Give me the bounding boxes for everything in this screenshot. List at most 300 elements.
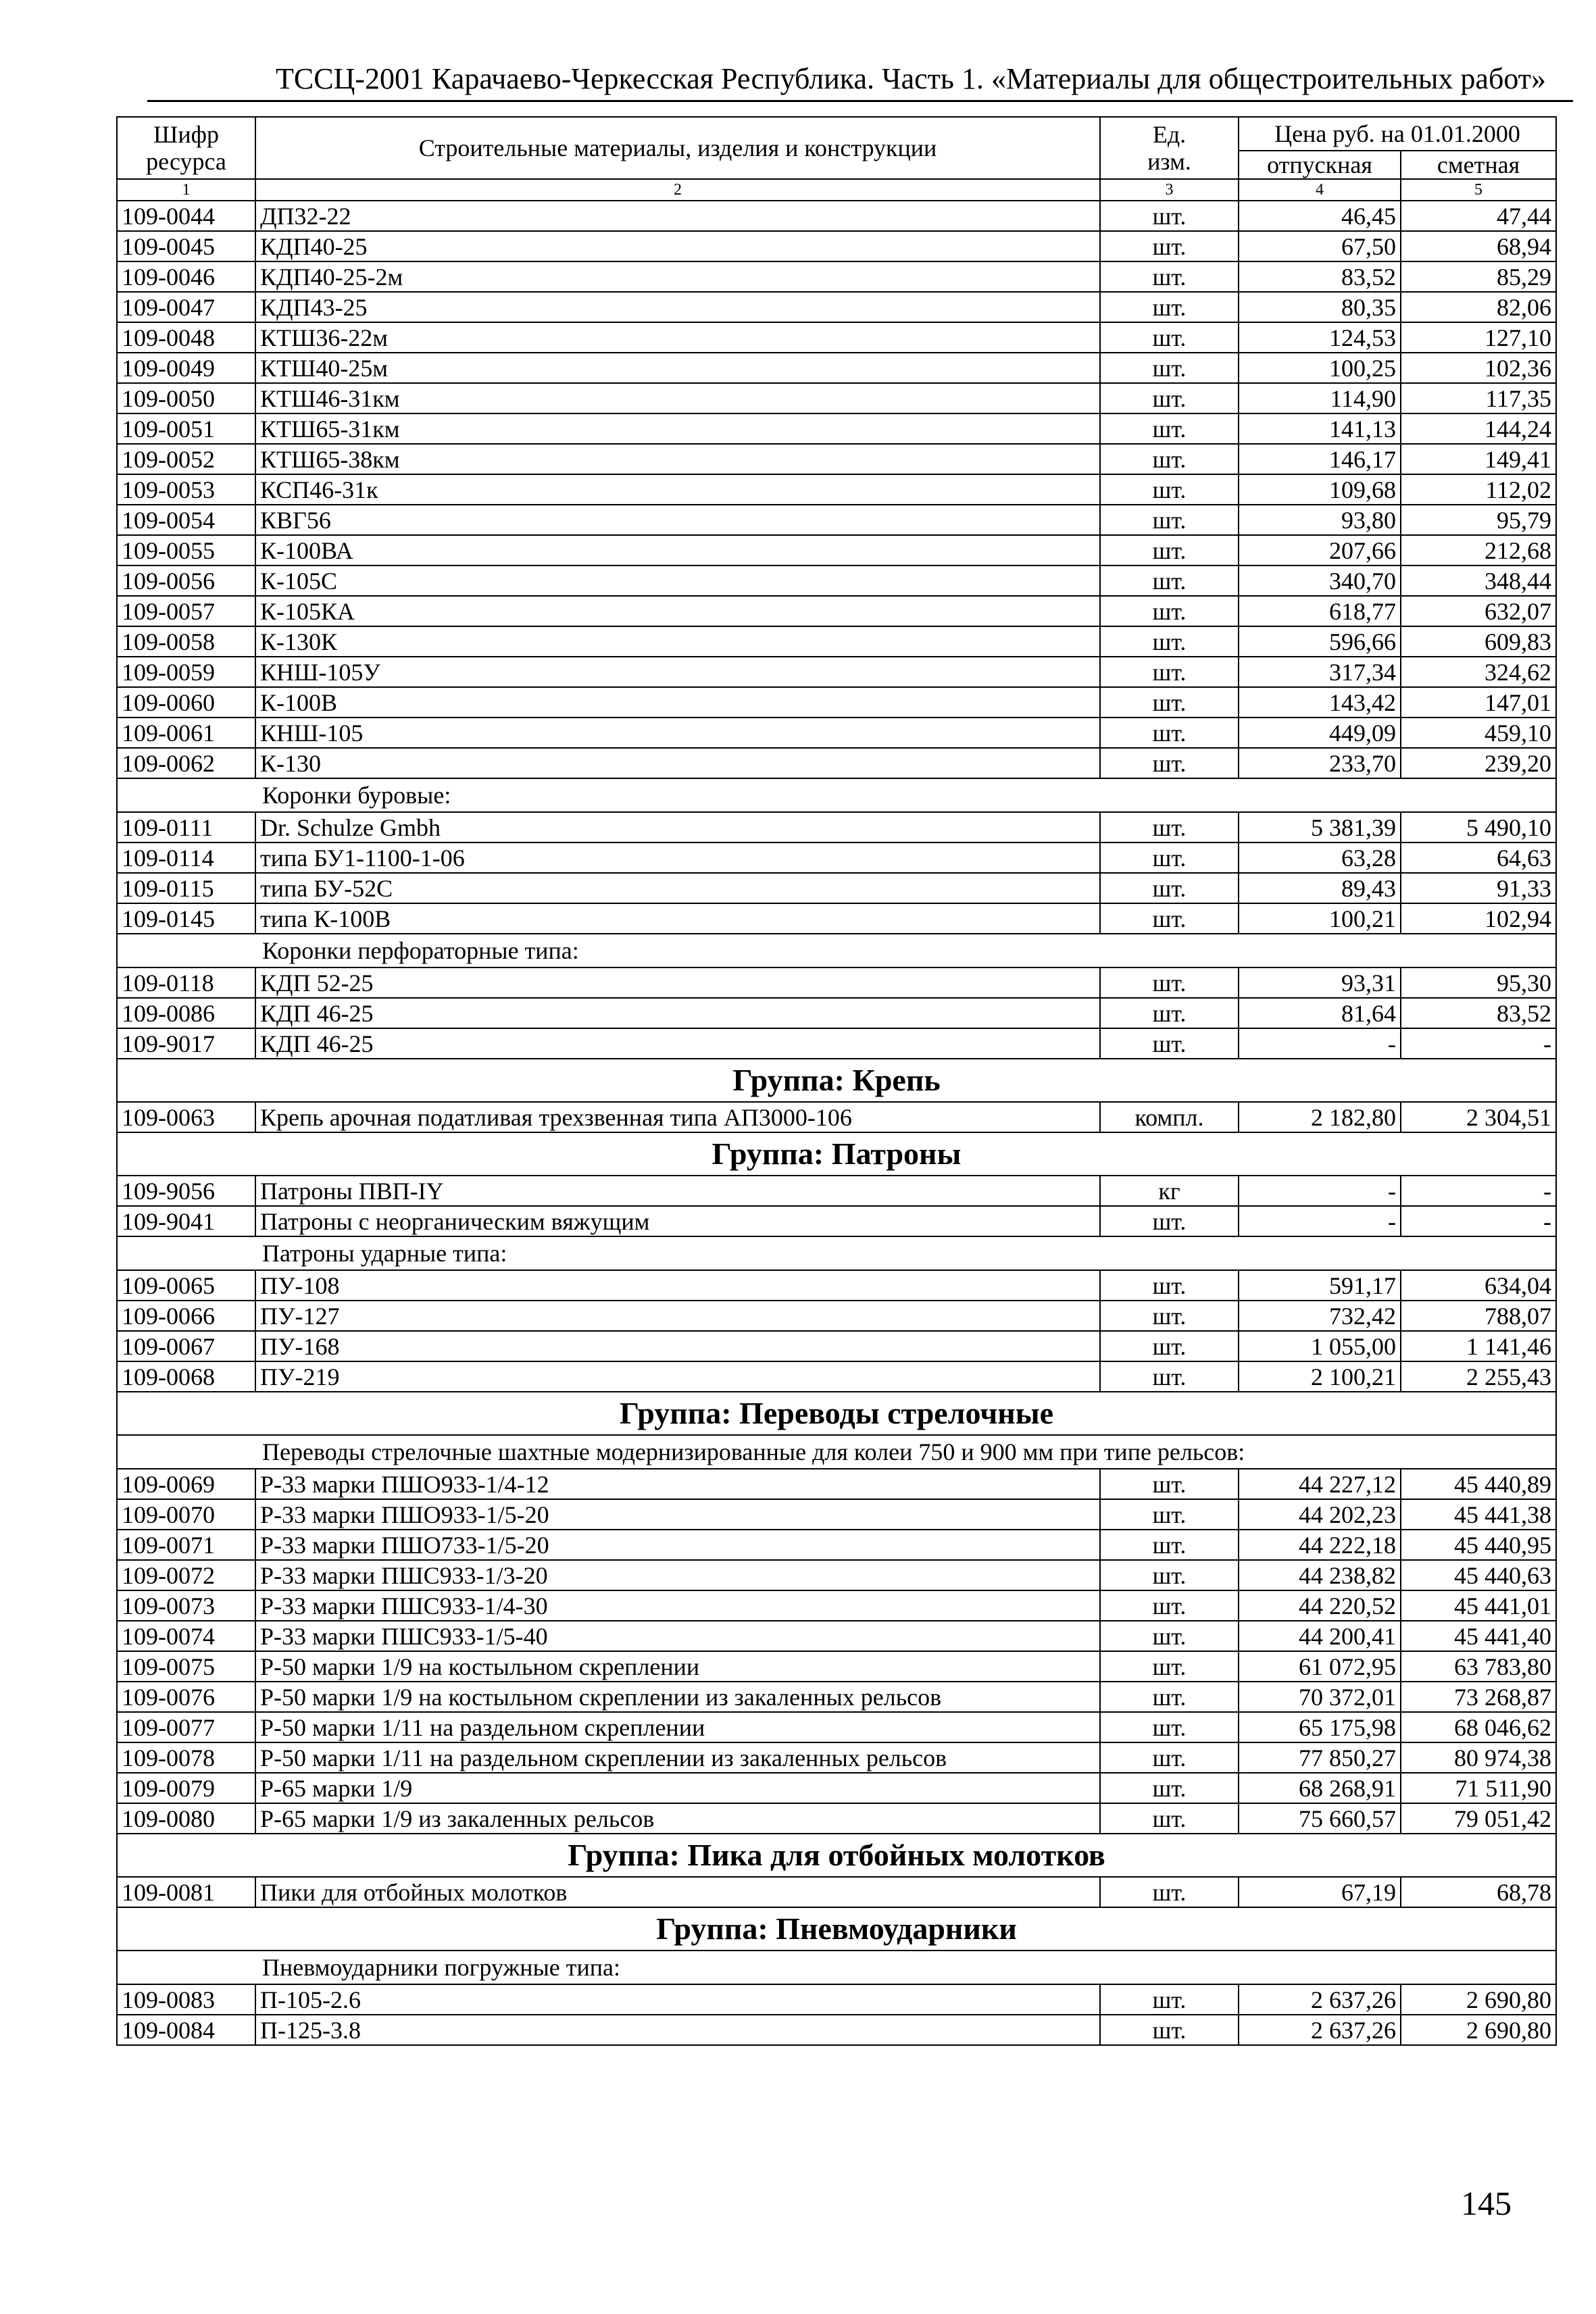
unit-of-measure: шт. bbox=[1100, 1560, 1239, 1590]
table-row bbox=[117, 1301, 1556, 1331]
page-number: 145 bbox=[1461, 2184, 1512, 2222]
estimate-price: - bbox=[1401, 1206, 1556, 1236]
table-row bbox=[117, 998, 1556, 1028]
resource-code: 109-0059 bbox=[117, 657, 255, 687]
release-price: 449,09 bbox=[1239, 718, 1401, 748]
estimate-price: 348,44 bbox=[1401, 565, 1556, 596]
unit-of-measure: шт. bbox=[1100, 626, 1239, 657]
subheading-row bbox=[117, 1236, 1556, 1270]
table-row bbox=[117, 1102, 1556, 1132]
estimate-price: 45 440,63 bbox=[1401, 1560, 1556, 1590]
estimate-price: 632,07 bbox=[1401, 596, 1556, 626]
unit-of-measure: шт. bbox=[1100, 353, 1239, 383]
material-name: типа К-100В bbox=[255, 903, 1100, 934]
estimate-price: 147,01 bbox=[1401, 687, 1556, 718]
material-name: КТШ40-25м bbox=[255, 353, 1100, 383]
release-price: 63,28 bbox=[1239, 842, 1401, 873]
material-name: КДП 46-25 bbox=[255, 998, 1100, 1028]
resource-code: 109-0057 bbox=[117, 596, 255, 626]
group-heading: Группа: Патроны bbox=[117, 1132, 1556, 1176]
table-row bbox=[117, 474, 1556, 505]
subheading: Патроны ударные типа: bbox=[117, 1236, 1556, 1270]
release-price: 340,70 bbox=[1239, 565, 1401, 596]
table-row bbox=[117, 1469, 1556, 1499]
unit-of-measure: шт. bbox=[1100, 967, 1239, 998]
release-price: 93,31 bbox=[1239, 967, 1401, 998]
unit-of-measure: шт. bbox=[1100, 565, 1239, 596]
estimate-price: 788,07 bbox=[1401, 1301, 1556, 1331]
header-estimate-price: сметная bbox=[1401, 151, 1556, 179]
resource-code: 109-0074 bbox=[117, 1621, 255, 1651]
table-row bbox=[117, 261, 1556, 292]
unit-of-measure: шт. bbox=[1100, 1621, 1239, 1651]
material-name: К-105С bbox=[255, 565, 1100, 596]
table-row bbox=[117, 1621, 1556, 1651]
resource-code: 109-0063 bbox=[117, 1102, 255, 1132]
document-title: ТССЦ-2001 Карачаево-Черкесская Республика. Часть 1. «Материалы для общестроительных работ» bbox=[276, 62, 1546, 95]
material-name: КТШ46-31км bbox=[255, 383, 1100, 413]
table-row bbox=[117, 1361, 1556, 1392]
release-price: 317,34 bbox=[1239, 657, 1401, 687]
unit-of-measure: шт. bbox=[1100, 292, 1239, 322]
estimate-price: 64,63 bbox=[1401, 842, 1556, 873]
table-row bbox=[117, 1742, 1556, 1773]
estimate-price: 459,10 bbox=[1401, 718, 1556, 748]
material-name: Р-33 марки ПШО933-1/4-12 bbox=[255, 1469, 1100, 1499]
estimate-price: 68 046,62 bbox=[1401, 1712, 1556, 1742]
material-name: Р-50 марки 1/9 на костыльном скреплении из закаленных рельсов bbox=[255, 1682, 1100, 1712]
unit-of-measure: шт. bbox=[1100, 383, 1239, 413]
release-price: 46,45 bbox=[1239, 201, 1401, 231]
resource-code: 109-0061 bbox=[117, 718, 255, 748]
table-row bbox=[117, 1984, 1556, 2015]
table-row bbox=[117, 1206, 1556, 1236]
release-price: - bbox=[1239, 1176, 1401, 1206]
release-price: 89,43 bbox=[1239, 873, 1401, 903]
subheading: Коронки перфораторные типа: bbox=[117, 934, 1556, 967]
unit-of-measure: шт. bbox=[1100, 687, 1239, 718]
column-number: 3 bbox=[1100, 179, 1239, 201]
subheading-row bbox=[117, 934, 1556, 967]
unit-of-measure: шт. bbox=[1100, 718, 1239, 748]
unit-of-measure: шт. bbox=[1100, 1742, 1239, 1773]
release-price: 618,77 bbox=[1239, 596, 1401, 626]
estimate-price: - bbox=[1401, 1028, 1556, 1059]
group-heading: Группа: Пневмоударники bbox=[117, 1907, 1556, 1951]
material-name: К-105КА bbox=[255, 596, 1100, 626]
release-price: 591,17 bbox=[1239, 1270, 1401, 1301]
unit-of-measure: шт. bbox=[1100, 657, 1239, 687]
release-price: 44 238,82 bbox=[1239, 1560, 1401, 1590]
table-row bbox=[117, 505, 1556, 535]
estimate-price: 2 690,80 bbox=[1401, 2015, 1556, 2045]
release-price: 143,42 bbox=[1239, 687, 1401, 718]
group-row bbox=[117, 1059, 1556, 1102]
estimate-price: 80 974,38 bbox=[1401, 1742, 1556, 1773]
resource-code: 109-0145 bbox=[117, 903, 255, 934]
resource-code: 109-0053 bbox=[117, 474, 255, 505]
resource-code: 109-0062 bbox=[117, 748, 255, 778]
material-name: КТШ65-31км bbox=[255, 413, 1100, 444]
table-row bbox=[117, 626, 1556, 657]
table-row bbox=[117, 812, 1556, 842]
material-name: Пики для отбойных молотков bbox=[255, 1877, 1100, 1907]
estimate-price: 63 783,80 bbox=[1401, 1651, 1556, 1682]
material-name: Р-50 марки 1/11 на раздельном скреплении bbox=[255, 1712, 1100, 1742]
resource-code: 109-0084 bbox=[117, 2015, 255, 2045]
resource-code: 109-0052 bbox=[117, 444, 255, 474]
unit-of-measure: шт. bbox=[1100, 201, 1239, 231]
unit-of-measure: шт. bbox=[1100, 1361, 1239, 1392]
material-name: Р-65 марки 1/9 bbox=[255, 1773, 1100, 1803]
material-name: Dr. Schulze Gmbh bbox=[255, 812, 1100, 842]
header-price: Цена руб. на 01.01.2000 bbox=[1239, 117, 1556, 151]
material-name: КДП40-25 bbox=[255, 231, 1100, 261]
material-name: КСП46-31к bbox=[255, 474, 1100, 505]
unit-of-measure: шт. bbox=[1100, 1301, 1239, 1331]
resource-code: 109-0046 bbox=[117, 261, 255, 292]
table-row bbox=[117, 1803, 1556, 1834]
unit-of-measure: шт. bbox=[1100, 535, 1239, 565]
estimate-price: 82,06 bbox=[1401, 292, 1556, 322]
estimate-price: - bbox=[1401, 1176, 1556, 1206]
estimate-price: 117,35 bbox=[1401, 383, 1556, 413]
material-name: КДП40-25-2м bbox=[255, 261, 1100, 292]
estimate-price: 127,10 bbox=[1401, 322, 1556, 353]
material-name: К-100ВА bbox=[255, 535, 1100, 565]
unit-of-measure: шт. bbox=[1100, 1469, 1239, 1499]
table-row bbox=[117, 1877, 1556, 1907]
release-price: 93,80 bbox=[1239, 505, 1401, 535]
price-table bbox=[116, 116, 1557, 2046]
material-name: КТШ65-38км bbox=[255, 444, 1100, 474]
material-name: КДП 52-25 bbox=[255, 967, 1100, 998]
estimate-price: 68,94 bbox=[1401, 231, 1556, 261]
estimate-price: 239,20 bbox=[1401, 748, 1556, 778]
release-price: 2 637,26 bbox=[1239, 2015, 1401, 2045]
resource-code: 109-0049 bbox=[117, 353, 255, 383]
unit-of-measure: шт. bbox=[1100, 231, 1239, 261]
table-row bbox=[117, 201, 1556, 231]
resource-code: 109-0065 bbox=[117, 1270, 255, 1301]
estimate-price: 5 490,10 bbox=[1401, 812, 1556, 842]
release-price: - bbox=[1239, 1206, 1401, 1236]
estimate-price: 85,29 bbox=[1401, 261, 1556, 292]
release-price: 70 372,01 bbox=[1239, 1682, 1401, 1712]
estimate-price: 79 051,42 bbox=[1401, 1803, 1556, 1834]
release-price: 146,17 bbox=[1239, 444, 1401, 474]
material-name: Патроны с неорганическим вяжущим bbox=[255, 1206, 1100, 1236]
release-price: 596,66 bbox=[1239, 626, 1401, 657]
header-code bbox=[117, 117, 255, 179]
estimate-price: 45 440,89 bbox=[1401, 1469, 1556, 1499]
material-name: типа БУ-52С bbox=[255, 873, 1100, 903]
estimate-price: 609,83 bbox=[1401, 626, 1556, 657]
unit-of-measure: шт. bbox=[1100, 474, 1239, 505]
header-name: Строительные материалы, изделия и конструкции bbox=[255, 117, 1100, 179]
estimate-price: 102,36 bbox=[1401, 353, 1556, 383]
unit-of-measure: шт. bbox=[1100, 1984, 1239, 2015]
table-row bbox=[117, 1651, 1556, 1682]
resource-code: 109-0076 bbox=[117, 1682, 255, 1712]
estimate-price: 112,02 bbox=[1401, 474, 1556, 505]
unit-of-measure: шт. bbox=[1100, 444, 1239, 474]
table-row bbox=[117, 1028, 1556, 1059]
release-price: 44 220,52 bbox=[1239, 1590, 1401, 1621]
material-name: К-130 bbox=[255, 748, 1100, 778]
resource-code: 109-0054 bbox=[117, 505, 255, 535]
unit-of-measure: шт. bbox=[1100, 596, 1239, 626]
group-heading: Группа: Пика для отбойных молотков bbox=[117, 1834, 1556, 1877]
resource-code: 109-0083 bbox=[117, 1984, 255, 2015]
release-price: 68 268,91 bbox=[1239, 1773, 1401, 1803]
table-row bbox=[117, 748, 1556, 778]
unit-of-measure: кг bbox=[1100, 1176, 1239, 1206]
resource-code: 109-0060 bbox=[117, 687, 255, 718]
subheading: Пневмоударники погружные типа: bbox=[117, 1951, 1556, 1984]
release-price: 2 637,26 bbox=[1239, 1984, 1401, 2015]
estimate-price: 47,44 bbox=[1401, 201, 1556, 231]
table-row bbox=[117, 413, 1556, 444]
release-price: 77 850,27 bbox=[1239, 1742, 1401, 1773]
header-code-text: Шифр ресурса bbox=[146, 121, 226, 175]
material-name: КТШ36-22м bbox=[255, 322, 1100, 353]
material-name: Крепь арочная податливая трехзвенная типа АП3000-106 bbox=[255, 1102, 1100, 1132]
resource-code: 109-0050 bbox=[117, 383, 255, 413]
material-name: Р-65 марки 1/9 из закаленных рельсов bbox=[255, 1803, 1100, 1834]
table-row bbox=[117, 1773, 1556, 1803]
subheading-row bbox=[117, 1435, 1556, 1469]
table-row bbox=[117, 903, 1556, 934]
table-row bbox=[117, 1682, 1556, 1712]
estimate-price: 1 141,46 bbox=[1401, 1331, 1556, 1361]
resource-code: 109-0047 bbox=[117, 292, 255, 322]
group-row bbox=[117, 1132, 1556, 1176]
release-price: 67,19 bbox=[1239, 1877, 1401, 1907]
estimate-price: 102,94 bbox=[1401, 903, 1556, 934]
table-row bbox=[117, 657, 1556, 687]
table-row bbox=[117, 1530, 1556, 1560]
table-row bbox=[117, 2015, 1556, 2045]
resource-code: 109-0070 bbox=[117, 1499, 255, 1530]
unit-of-measure: шт. bbox=[1100, 1499, 1239, 1530]
resource-code: 109-0058 bbox=[117, 626, 255, 657]
material-name: К-130К bbox=[255, 626, 1100, 657]
unit-of-measure: шт. bbox=[1100, 505, 1239, 535]
resource-code: 109-0044 bbox=[117, 201, 255, 231]
group-row bbox=[117, 1834, 1556, 1877]
table-row bbox=[117, 967, 1556, 998]
table-row bbox=[117, 1712, 1556, 1742]
unit-of-measure: шт. bbox=[1100, 261, 1239, 292]
estimate-price: 83,52 bbox=[1401, 998, 1556, 1028]
resource-code: 109-0071 bbox=[117, 1530, 255, 1560]
estimate-price: 2 690,80 bbox=[1401, 1984, 1556, 2015]
table-row bbox=[117, 687, 1556, 718]
release-price: 732,42 bbox=[1239, 1301, 1401, 1331]
release-price: 207,66 bbox=[1239, 535, 1401, 565]
estimate-price: 68,78 bbox=[1401, 1877, 1556, 1907]
material-name: типа БУ1-1100-1-06 bbox=[255, 842, 1100, 873]
column-number: 5 bbox=[1401, 179, 1556, 201]
unit-of-measure: шт. bbox=[1100, 1590, 1239, 1621]
resource-code: 109-0075 bbox=[117, 1651, 255, 1682]
material-name: КВГ56 bbox=[255, 505, 1100, 535]
release-price: 124,53 bbox=[1239, 322, 1401, 353]
unit-of-measure: шт. bbox=[1100, 1773, 1239, 1803]
group-heading: Группа: Крепь bbox=[117, 1059, 1556, 1102]
unit-of-measure: шт. bbox=[1100, 748, 1239, 778]
unit-of-measure: шт. bbox=[1100, 1651, 1239, 1682]
release-price: 5 381,39 bbox=[1239, 812, 1401, 842]
estimate-price: 144,24 bbox=[1401, 413, 1556, 444]
estimate-price: 95,79 bbox=[1401, 505, 1556, 535]
unit-of-measure: шт. bbox=[1100, 842, 1239, 873]
release-price: 65 175,98 bbox=[1239, 1712, 1401, 1742]
resource-code: 109-0080 bbox=[117, 1803, 255, 1834]
estimate-price: 2 304,51 bbox=[1401, 1102, 1556, 1132]
estimate-price: 2 255,43 bbox=[1401, 1361, 1556, 1392]
material-name: П-125-3.8 bbox=[255, 2015, 1100, 2045]
release-price: 44 227,12 bbox=[1239, 1469, 1401, 1499]
table-row bbox=[117, 873, 1556, 903]
unit-of-measure: шт. bbox=[1100, 2015, 1239, 2045]
resource-code: 109-0048 bbox=[117, 322, 255, 353]
resource-code: 109-0066 bbox=[117, 1301, 255, 1331]
resource-code: 109-0078 bbox=[117, 1742, 255, 1773]
resource-code: 109-0069 bbox=[117, 1469, 255, 1499]
release-price: 44 222,18 bbox=[1239, 1530, 1401, 1560]
release-price: 2 100,21 bbox=[1239, 1361, 1401, 1392]
table-row bbox=[117, 383, 1556, 413]
table-row bbox=[117, 1560, 1556, 1590]
table-body bbox=[117, 201, 1556, 2045]
release-price: 44 200,41 bbox=[1239, 1621, 1401, 1651]
table-row bbox=[117, 353, 1556, 383]
subheading: Переводы стрелочные шахтные модернизированные для колеи 750 и 900 мм при типе рельсов: bbox=[117, 1435, 1556, 1469]
estimate-price: 45 441,40 bbox=[1401, 1621, 1556, 1651]
resource-code: 109-0114 bbox=[117, 842, 255, 873]
unit-of-measure: шт. bbox=[1100, 1877, 1239, 1907]
table-row bbox=[117, 231, 1556, 261]
unit-of-measure: шт. bbox=[1100, 998, 1239, 1028]
unit-of-measure: шт. bbox=[1100, 1712, 1239, 1742]
table-row bbox=[117, 1499, 1556, 1530]
unit-of-measure: шт. bbox=[1100, 873, 1239, 903]
unit-of-measure: шт. bbox=[1100, 413, 1239, 444]
table-row bbox=[117, 842, 1556, 873]
material-name: ПУ-108 bbox=[255, 1270, 1100, 1301]
release-price: 2 182,80 bbox=[1239, 1102, 1401, 1132]
material-name: П-105-2.6 bbox=[255, 1984, 1100, 2015]
table-row bbox=[117, 1590, 1556, 1621]
material-name: Р-50 марки 1/9 на костыльном скреплении bbox=[255, 1651, 1100, 1682]
resource-code: 109-9056 bbox=[117, 1176, 255, 1206]
table-row bbox=[117, 1331, 1556, 1361]
material-name: Р-33 марки ПШС933-1/3-20 bbox=[255, 1560, 1100, 1590]
release-price: 75 660,57 bbox=[1239, 1803, 1401, 1834]
estimate-price: 71 511,90 bbox=[1401, 1773, 1556, 1803]
release-price: 1 055,00 bbox=[1239, 1331, 1401, 1361]
subheading-row bbox=[117, 1951, 1556, 1984]
material-name: ДП32-22 bbox=[255, 201, 1100, 231]
resource-code: 109-9017 bbox=[117, 1028, 255, 1059]
estimate-price: 324,62 bbox=[1401, 657, 1556, 687]
resource-code: 109-0086 bbox=[117, 998, 255, 1028]
estimate-price: 149,41 bbox=[1401, 444, 1556, 474]
resource-code: 109-0072 bbox=[117, 1560, 255, 1590]
resource-code: 109-0067 bbox=[117, 1331, 255, 1361]
unit-of-measure: шт. bbox=[1100, 322, 1239, 353]
resource-code: 109-0077 bbox=[117, 1712, 255, 1742]
table-row bbox=[117, 535, 1556, 565]
resource-code: 109-0079 bbox=[117, 1773, 255, 1803]
release-price: 100,25 bbox=[1239, 353, 1401, 383]
release-price: 233,70 bbox=[1239, 748, 1401, 778]
header-unit-text: Ед. изм. bbox=[1147, 121, 1191, 175]
subheading: Коронки буровые: bbox=[117, 778, 1556, 812]
material-name: КДП 46-25 bbox=[255, 1028, 1100, 1059]
material-name: К-100В bbox=[255, 687, 1100, 718]
material-name: Р-50 марки 1/11 на раздельном скреплении из закаленных рельсов bbox=[255, 1742, 1100, 1773]
header-unit bbox=[1100, 117, 1239, 179]
release-price: - bbox=[1239, 1028, 1401, 1059]
material-name: ПУ-219 bbox=[255, 1361, 1100, 1392]
column-number: 2 bbox=[255, 179, 1100, 201]
unit-of-measure: компл. bbox=[1100, 1102, 1239, 1132]
material-name: КНШ-105У bbox=[255, 657, 1100, 687]
resource-code: 109-0068 bbox=[117, 1361, 255, 1392]
material-name: Р-33 марки ПШО933-1/5-20 bbox=[255, 1499, 1100, 1530]
estimate-price: 45 440,95 bbox=[1401, 1530, 1556, 1560]
estimate-price: 91,33 bbox=[1401, 873, 1556, 903]
estimate-price: 212,68 bbox=[1401, 535, 1556, 565]
unit-of-measure: шт. bbox=[1100, 1682, 1239, 1712]
unit-of-measure: шт. bbox=[1100, 1028, 1239, 1059]
material-name: ПУ-127 bbox=[255, 1301, 1100, 1331]
estimate-price: 73 268,87 bbox=[1401, 1682, 1556, 1712]
table-row bbox=[117, 292, 1556, 322]
release-price: 80,35 bbox=[1239, 292, 1401, 322]
unit-of-measure: шт. bbox=[1100, 1206, 1239, 1236]
release-price: 61 072,95 bbox=[1239, 1651, 1401, 1682]
header-release-price: отпускная bbox=[1239, 151, 1401, 179]
release-price: 83,52 bbox=[1239, 261, 1401, 292]
unit-of-measure: шт. bbox=[1100, 1270, 1239, 1301]
group-heading: Группа: Переводы стрелочные bbox=[117, 1392, 1556, 1435]
resource-code: 109-0055 bbox=[117, 535, 255, 565]
unit-of-measure: шт. bbox=[1100, 1331, 1239, 1361]
resource-code: 109-9041 bbox=[117, 1206, 255, 1236]
group-row bbox=[117, 1907, 1556, 1951]
resource-code: 109-0118 bbox=[117, 967, 255, 998]
resource-code: 109-0056 bbox=[117, 565, 255, 596]
resource-code: 109-0115 bbox=[117, 873, 255, 903]
resource-code: 109-0051 bbox=[117, 413, 255, 444]
material-name: Р-33 марки ПШС933-1/5-40 bbox=[255, 1621, 1100, 1651]
column-number-row bbox=[117, 179, 1556, 201]
release-price: 114,90 bbox=[1239, 383, 1401, 413]
release-price: 81,64 bbox=[1239, 998, 1401, 1028]
unit-of-measure: шт. bbox=[1100, 903, 1239, 934]
column-number: 1 bbox=[117, 179, 255, 201]
release-price: 109,68 bbox=[1239, 474, 1401, 505]
table-row bbox=[117, 1270, 1556, 1301]
resource-code: 109-0081 bbox=[117, 1877, 255, 1907]
material-name: Р-33 марки ПШО733-1/5-20 bbox=[255, 1530, 1100, 1560]
table-row bbox=[117, 1176, 1556, 1206]
estimate-price: 45 441,38 bbox=[1401, 1499, 1556, 1530]
